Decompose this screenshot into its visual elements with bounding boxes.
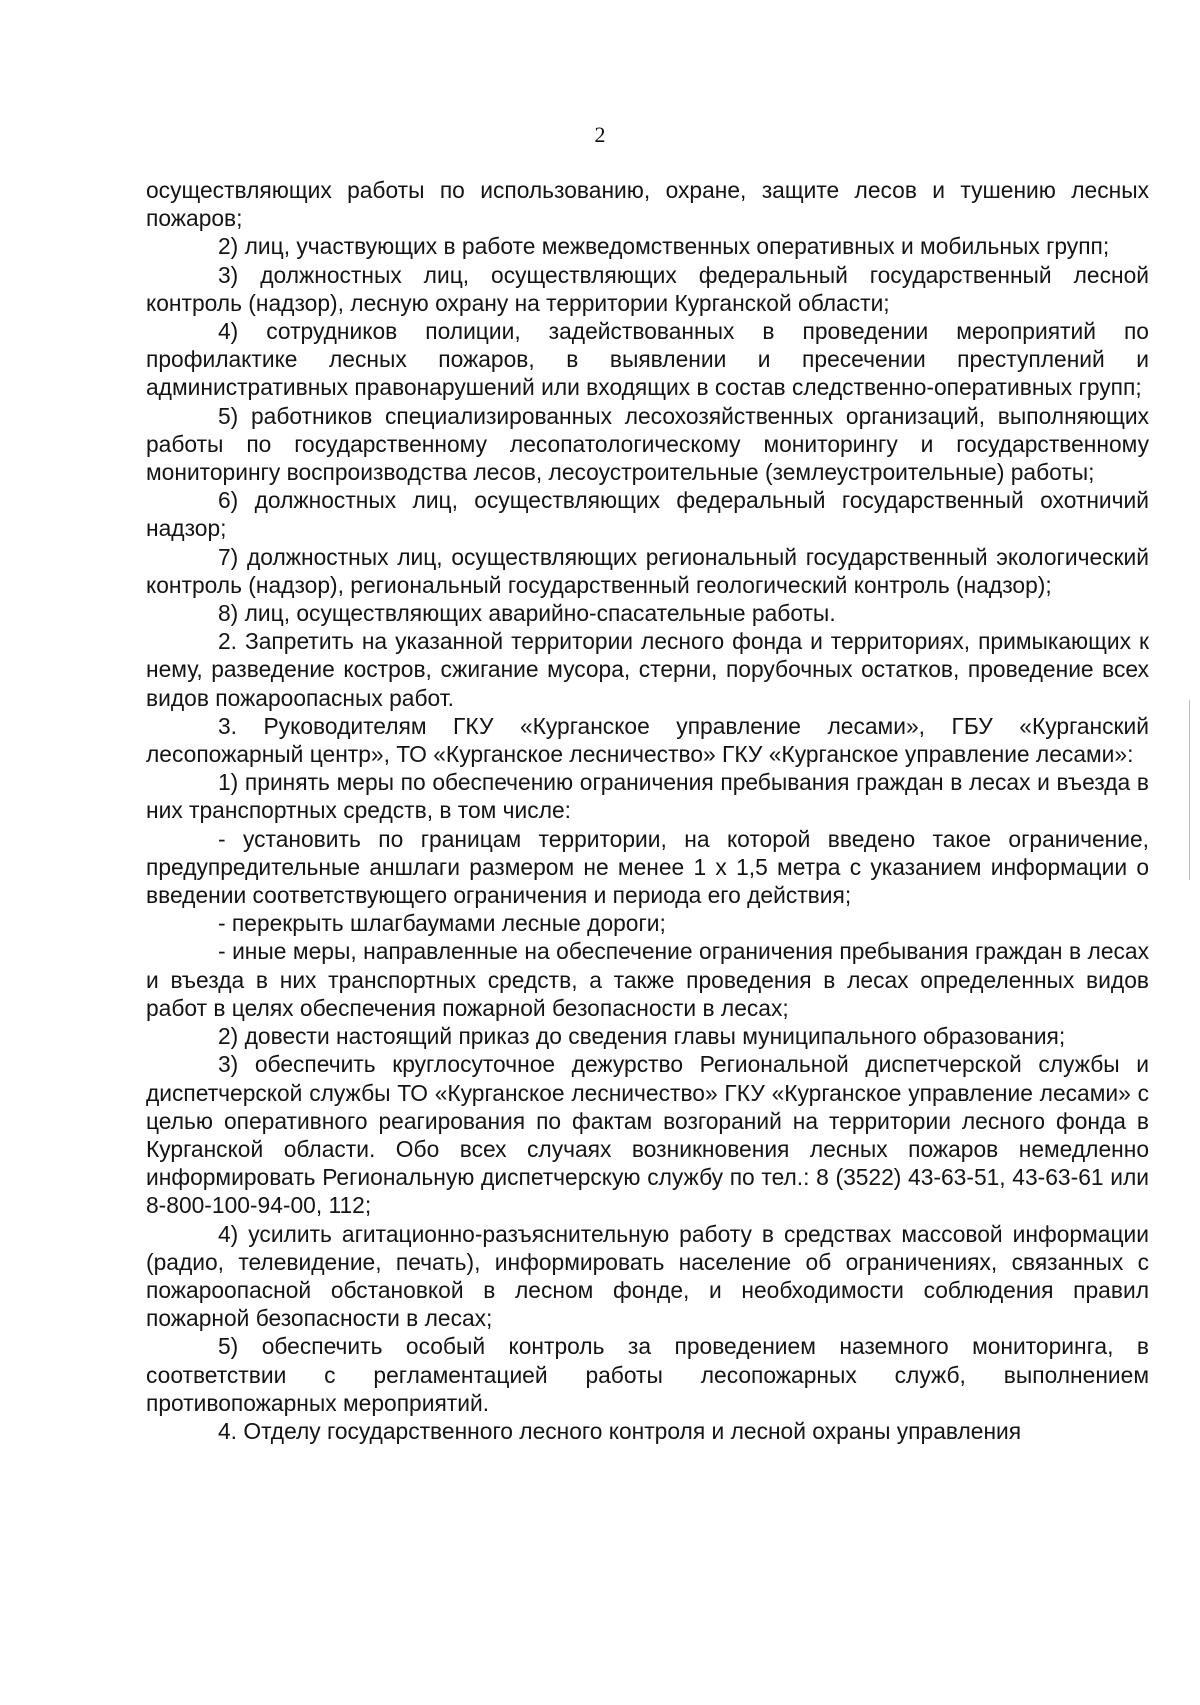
clause-3-item-2: 2) довести настоящий приказ до сведения главы муниципального образования; xyxy=(218,1023,1066,1050)
clause-3-subitem-other: - иные меры, направленные на обеспечение ограничения пребывания граждан в лесах и въезда в них транспортных средств, а также проведения в лесах определенных видов работ в целях обеспечения пожарной безопасности в лесах; xyxy=(146,938,1149,1021)
list-item-6: 6) должностных лиц, осуществляющих федеральный государственный охотничий надзор; xyxy=(146,487,1149,542)
page-number: 2 xyxy=(594,122,606,147)
document-body xyxy=(146,176,1149,1445)
list-item-3: 3) должностных лиц, осуществляющих федеральный государственный лесной контроль (надзор), лесную охрану на территории Курганской области; xyxy=(146,261,1149,316)
clause-3: 3. Руководителям ГКУ «Курганское управление лесами», ГБУ «Курганский лесопожарный центр», ТО «Курганское лесничество» ГКУ «Курганское управление лесами»: xyxy=(146,712,1149,768)
list-item-5: 5) работников специализированных лесохозяйственных организаций, выполняющих работы по государственному лесопатологическому мониторингу и государственному мониторингу воспроизводства лесов, лесоустроительные (землеустроительные) работы; xyxy=(146,402,1149,486)
clause-3-item-5: 5) обеспечить особый контроль за проведением наземного мониторинга, в соответствии с регламентацией работы лесопожарных служб, выполнением противопожарных мероприятий. xyxy=(146,1333,1149,1416)
scan-edge-line xyxy=(1189,700,1190,880)
list-item-7: 7) должностных лиц, осуществляющих региональный государственный экологический контроль (надзор), региональный государственный геологический контроль (надзор); xyxy=(146,543,1149,598)
clause-4: 4. Отделу государственного лесного контроля и лесной охраны управления xyxy=(218,1417,1022,1444)
clause-3-item-3: 3) обеспечить круглосуточное дежурство Региональной диспетчерской службы и диспетчерской службы ТО «Курганское лесничество» ГКУ «Курганское управление лесами» с целью оперативного реагирования по фактам возгораний на территории лесного фонда в Курганской области. Обо всех случаях возникновения лесных пожаров немедленно информировать Региональную диспетчерскую службу по тел.: 8 (3522) 43-63-51, 43-63-61 или 8-800-100-94-00, 112; xyxy=(146,1051,1149,1219)
paragraph-continuation: осуществляющих работы по использованию, охране, защите лесов и тушению лесных пожаров; xyxy=(146,177,1149,232)
list-item-2: 2) лиц, участвующих в работе межведомственных оперативных и мобильных групп; xyxy=(218,233,1110,260)
list-item-4: 4) сотрудников полиции, задействованных в проведении мероприятий по профилактике лесных пожаров, в выявлении и пресечении преступлений и административных правонарушений или входящих в состав следственно-оперативных групп; xyxy=(146,318,1149,401)
list-item-8: 8) лиц, осуществляющих аварийно-спасательные работы. xyxy=(218,600,836,627)
clause-2: 2. Запретить на указанной территории лесного фонда и территориях, примыкающих к нему, разведение костров, сжигание мусора, стерни, порубочных остатков, проведение всех видов пожароопасных работ. xyxy=(146,628,1149,711)
clause-3-item-4: 4) усилить агитационно-разъяснительную работу в средствах массовой информации (радио, телевидение, печать), информировать население об ограничениях, связанных с пожароопасной обстановкой в лесном фонде, и необходимости соблюдения правил пожарной безопасности в лесах; xyxy=(146,1220,1149,1332)
clause-3-subitem-signs: - установить по границам территории, на которой введено такое ограничение, предупредительные аншлаги размером не менее 1 х 1,5 метра с указанием информации о введении соответствующего ограничения и периода его действия; xyxy=(146,825,1149,909)
clause-3-item-1: 1) принять меры по обеспечению ограничения пребывания граждан в лесах и въезда в них транспортных средств, в том числе: xyxy=(146,769,1149,824)
clause-3-subitem-barriers: - перекрыть шлагбаумами лесные дороги; xyxy=(218,910,666,937)
